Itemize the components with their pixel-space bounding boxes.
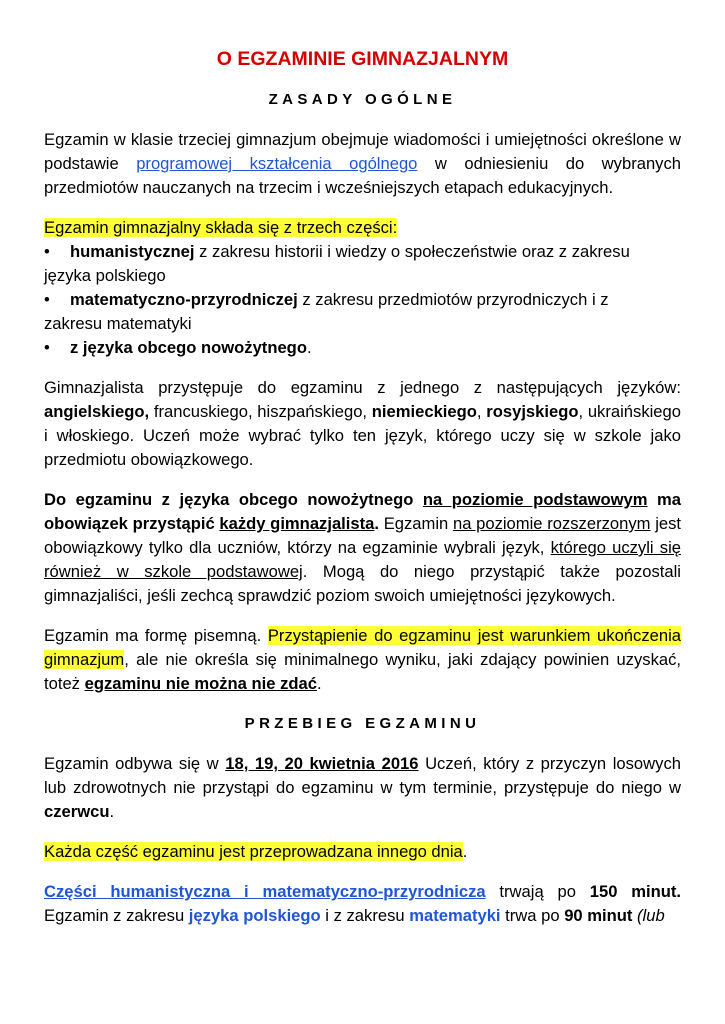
duration-150: 150 minut. (589, 882, 681, 901)
mathematics-text: matematyki (409, 906, 501, 925)
separate-days-highlight: Każda część egzaminu jest przeprowadzana innego dnia (44, 842, 463, 861)
parts-intro-highlight: Egzamin gimnazjalny składa się z trzech części: (44, 218, 398, 237)
cannot-fail-text: egzaminu nie można nie zdać (84, 674, 317, 693)
section-heading-general-rules: ZASADY OGÓLNE (268, 91, 457, 108)
extended-level-text: na poziomie rozszerzonym (452, 514, 651, 533)
paragraph-exam-form: Egzamin ma formę pisemną. Przystąpienie do egzaminu jest warunkiem ukończenia gimnazjum, ale nie określa się minimalnego wyniku, jaki zdający powinien uzyskać, toteż egzaminu nie można nie zdać. (44, 626, 681, 693)
exam-dates: 18, 19, 20 kwietnia 2016 (225, 754, 419, 773)
june-text: czerwcu (44, 802, 110, 821)
bullet-icon: • (44, 338, 50, 357)
every-student-text: każdy gimnazjalista (219, 514, 375, 533)
parts-duration-text: Części humanistyczna i matematyczno-przyrodnicza (44, 882, 486, 901)
part-name: z języka obcego nowożytnego (70, 338, 307, 357)
language-german: niemieckiego (371, 402, 477, 421)
basic-level-text: na poziomie podstawowym (422, 490, 648, 509)
list-item: • humanistycznej z zakresu historii i wiedzy o społeczeństwie oraz z zakresu języka polskiego (44, 242, 630, 285)
paragraph-languages: Gimnazjalista przystępuje do egzaminu z jednego z następujących języków: angielskiego, francuskiego, hiszpańskiego, niemieckiego, rosyjskiego, ukraińskiego i włoskiego. Uczeń może wybrać tylko ten język, którego uczy się w szkole jako przedmiotu obowiązkowego. (44, 378, 681, 469)
paragraph-exam-dates: Egzamin odbywa się w 18, 19, 20 kwietnia 2016 Uczeń, który z przyczyn losowych lub zdrowotnych nie przystąpi do egzaminu w tym terminie, przystępuje do niego w czerwcu. (44, 754, 681, 821)
document-content (44, 44, 681, 928)
polish-language-text: języka polskiego (188, 906, 321, 925)
requirement-highlight: Przystąpienie do egzaminu jest warunkiem ukończenia gimnazjum (44, 626, 681, 669)
intro-text: Egzamin w klasie trzeciej gimnazjum obejmuje wiadomości i umiejętności określone w podstawie (44, 130, 681, 173)
primary-school-text: którego uczyli się również w szkole podstawowej (44, 538, 681, 581)
duration-90: 90 minut (564, 906, 633, 925)
exam-parts-block (44, 216, 681, 360)
page-title: O EGZAMINIE GIMNAZJALNYM (216, 48, 509, 70)
paragraph-separate-days: Każda część egzaminu jest przeprowadzana innego dnia. (44, 842, 468, 861)
paragraph-intro (44, 128, 681, 200)
language-russian: rosyjskiego (486, 402, 579, 421)
list-item: • z języka obcego nowożytnego. (44, 336, 681, 360)
part-name: humanistycznej (70, 242, 195, 261)
part-name: matematyczno-przyrodniczej (70, 290, 298, 309)
curriculum-link[interactable]: programowej kształcenia ogólnego (136, 154, 418, 173)
paragraph-language-levels: Do egzaminu z języka obcego nowożytnego na poziomie podstawowym ma obowiązek przystąpić każdy gimnazjalista. Egzamin na poziomie rozszerzonym jest obowiązkowy tylko dla uczniów, którzy na egzaminie wybrali język, którego uczyli się również w szkole podstawowej. Mogą do niego przystąpić także pozostali gimnazjaliści, jeśli zechcą sprawdzić poziom swoich umiejętności językowych. (44, 490, 682, 605)
list-item: • matematyczno-przyrodniczej z zakresu przedmiotów przyrodniczych i z zakresu matematyki (44, 290, 609, 333)
section-heading-exam-course: PRZEBIEG EGZAMINU (244, 715, 481, 732)
intro-text-end: w odniesieniu do wybranych przedmiotów nauczanych na trzecim i wcześniejszych etapach edukacyjnych. (44, 154, 681, 197)
paragraph-durations: Części humanistyczna i matematyczno-przyrodnicza trwają po 150 minut. Egzamin z zakresu języka polskiego i z zakresu matematyki trwa po 90 minut (lub (44, 882, 681, 925)
bullet-icon: • (44, 290, 50, 309)
bullet-icon: • (44, 242, 50, 261)
language-english: angielskiego, (44, 402, 150, 421)
